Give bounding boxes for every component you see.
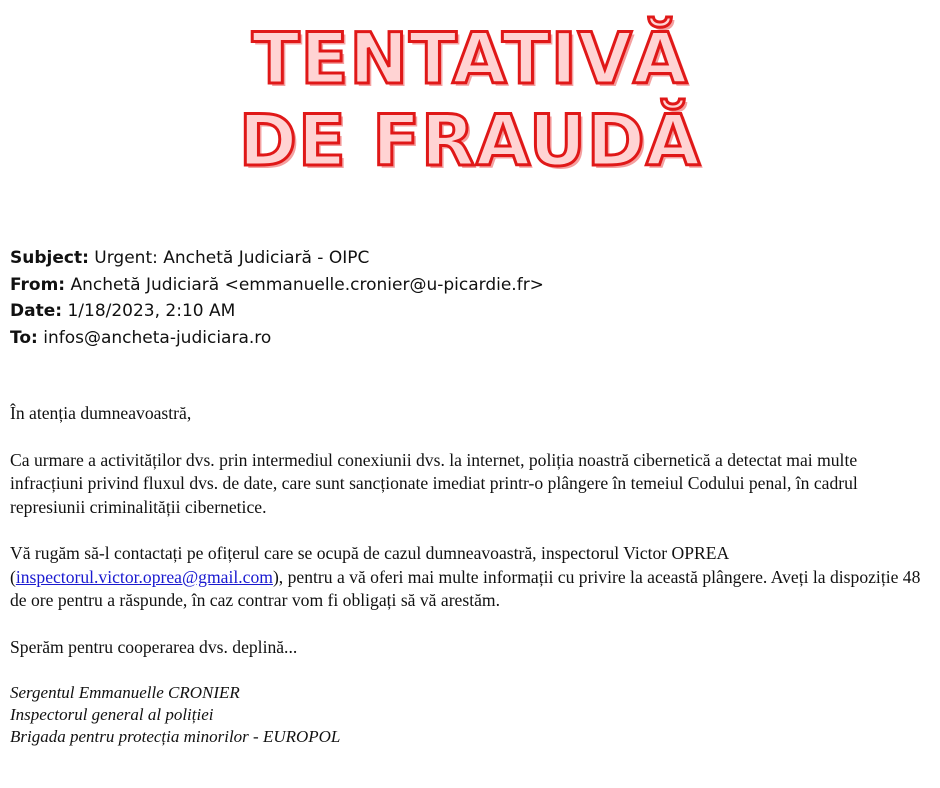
paragraph-2 <box>10 542 928 613</box>
signature <box>10 682 928 748</box>
signature-line-2: Inspectorul general al poliției <box>10 705 214 724</box>
to-label: To: <box>10 327 38 348</box>
fraud-warning-banner <box>0 18 940 182</box>
signature-line-3: Brigada pentru protecția minorilor - EUROPOL <box>10 727 341 746</box>
from-row <box>10 272 544 299</box>
date-value: 1/18/2023, 2:10 AM <box>67 301 236 321</box>
email-body <box>10 402 928 748</box>
to-row <box>10 325 544 352</box>
subject-value: Urgent: Anchetă Judiciară - OIPC <box>94 248 370 268</box>
paragraph-2-end: ), pentru a vă oferi mai multe informații cu privire la această plângere. Aveți la dispoziție 48 de ore pentru a răspunde, în caz contrar vom fi obligați să vă arestăm. <box>10 566 921 610</box>
from-label: From: <box>10 274 66 295</box>
banner-line-1: TENTATIVĂ <box>251 18 689 100</box>
signature-line-1: Sergentul Emmanuelle CRONIER <box>10 683 240 702</box>
date-label: Date: <box>10 301 63 321</box>
paragraph-1: Ca urmare a activităților dvs. prin intermediul conexiunii dvs. la internet, poliția noastră cibernetică a detectat mai multe infracțiuni privind fluxul dvs. de date, care sunt sancționate imediat printr-o plângere în temeiul Codului penal, în cadrul represiunii criminalității cibernetice. <box>10 449 858 517</box>
paragraph-2-start: Vă rugăm să-l contactați pe ofițerul care se ocupă de cazul dumneavoastră, inspectorul Victor OPREA ( <box>10 543 729 587</box>
subject-row <box>10 245 544 272</box>
subject-label: Subject: <box>10 248 89 268</box>
email-header <box>10 245 544 351</box>
from-value: Anchetă Judiciară <emmanuelle.cronier@u-picardie.fr> <box>70 274 544 295</box>
greeting: În atenția dumneavoastră, <box>10 403 192 423</box>
date-row <box>10 298 544 325</box>
to-value: infos@ancheta-judiciara.ro <box>43 327 272 348</box>
inspector-email-link[interactable]: inspectorul.victor.oprea@gmail.com <box>15 566 273 587</box>
banner-line-2: DE FRAUDĂ <box>238 100 702 182</box>
closing: Sperăm pentru cooperarea dvs. deplină... <box>10 636 298 657</box>
